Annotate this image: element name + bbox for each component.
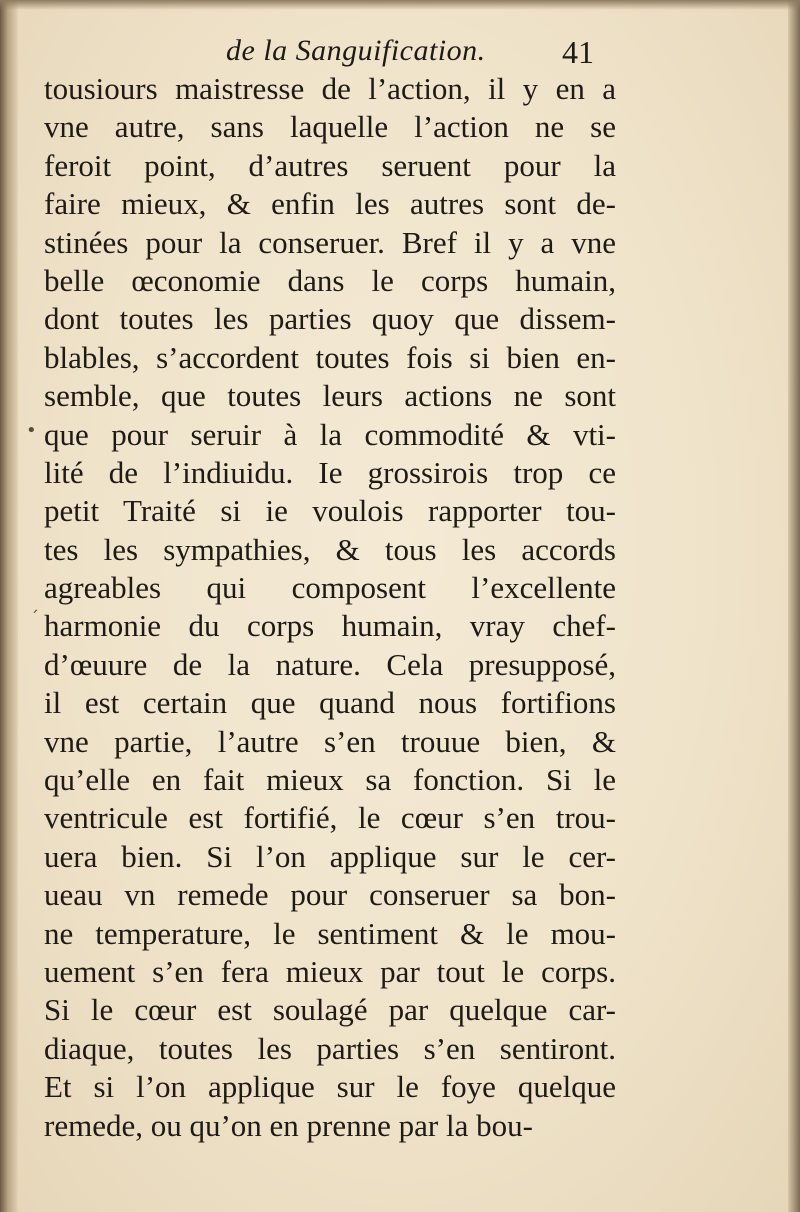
text-line: stinées pour la conseruer. Bref il y a vne — [44, 224, 616, 260]
text-line: ne temperature, le sentiment & le mou- — [44, 915, 616, 951]
text-line: vne partie, l’autre s’en trouue bien, & — [44, 723, 616, 759]
running-head: de la Sanguification. — [226, 34, 486, 67]
text-line: blables, s’accordent toutes fois si bien en- — [44, 339, 616, 375]
text-line: uera bien. Si l’on applique sur le cer- — [44, 838, 616, 874]
text-line: diaque, toutes les parties s’en sentiront. — [44, 1030, 616, 1066]
text-line: harmonie du corps humain, vray chef- — [44, 608, 616, 644]
text-line: semble, que toutes leurs actions ne sont — [44, 378, 616, 414]
page-edge — [788, 0, 800, 1212]
text-line: petit Traité si ie voulois rapporter tou- — [44, 493, 616, 529]
text-line: agreables qui composent l’excellente — [44, 570, 616, 606]
text-line: faire mieux, & enfin les autres sont de- — [44, 186, 616, 222]
text-line: uement s’en fera mieux par tout le corps. — [44, 953, 616, 989]
page-number: 41 — [562, 34, 594, 70]
page-top-edge — [0, 0, 800, 10]
text-line: feroit point, d’autres seruent pour la — [44, 147, 616, 183]
text-line: Et si l’on applique sur le foye quelque — [44, 1069, 616, 1105]
text-line: d’œuure de la nature. Cela presupposé, — [44, 646, 616, 682]
text-line: belle œconomie dans le corps humain, — [44, 262, 616, 298]
text-line: ueau vn remede pour conseruer sa bon- — [44, 877, 616, 913]
text-line: Si le cœur est soulagé par quelque car- — [44, 992, 616, 1028]
ink-speck: • — [26, 420, 37, 441]
text-line: il est certain que quand nous fortifions — [44, 685, 616, 721]
text-line: ventricule est fortifié, le cœur s’en trou- — [44, 800, 616, 836]
ink-speck: ˊ — [30, 608, 39, 629]
text-line: vne autre, sans laquelle l’action ne se — [44, 109, 616, 145]
text-line: lité de l’indiuidu. Ie grossirois trop ce — [44, 454, 616, 490]
text-line: que pour seruir à la commodité & vti- — [44, 416, 616, 452]
text-line: qu’elle en fait mieux sa fonction. Si le — [44, 762, 616, 798]
text-line: dont toutes les parties quoy que dissem- — [44, 301, 616, 337]
text-line: tousiours maistresse de l’action, il y en a — [44, 71, 616, 106]
page-gutter-shadow — [0, 0, 18, 1212]
text-line: remede, ou qu’on en prenne par la bou- — [44, 1107, 533, 1143]
body-text — [44, 70, 616, 1145]
text-line: tes les sympathies, & tous les accords — [44, 531, 616, 567]
